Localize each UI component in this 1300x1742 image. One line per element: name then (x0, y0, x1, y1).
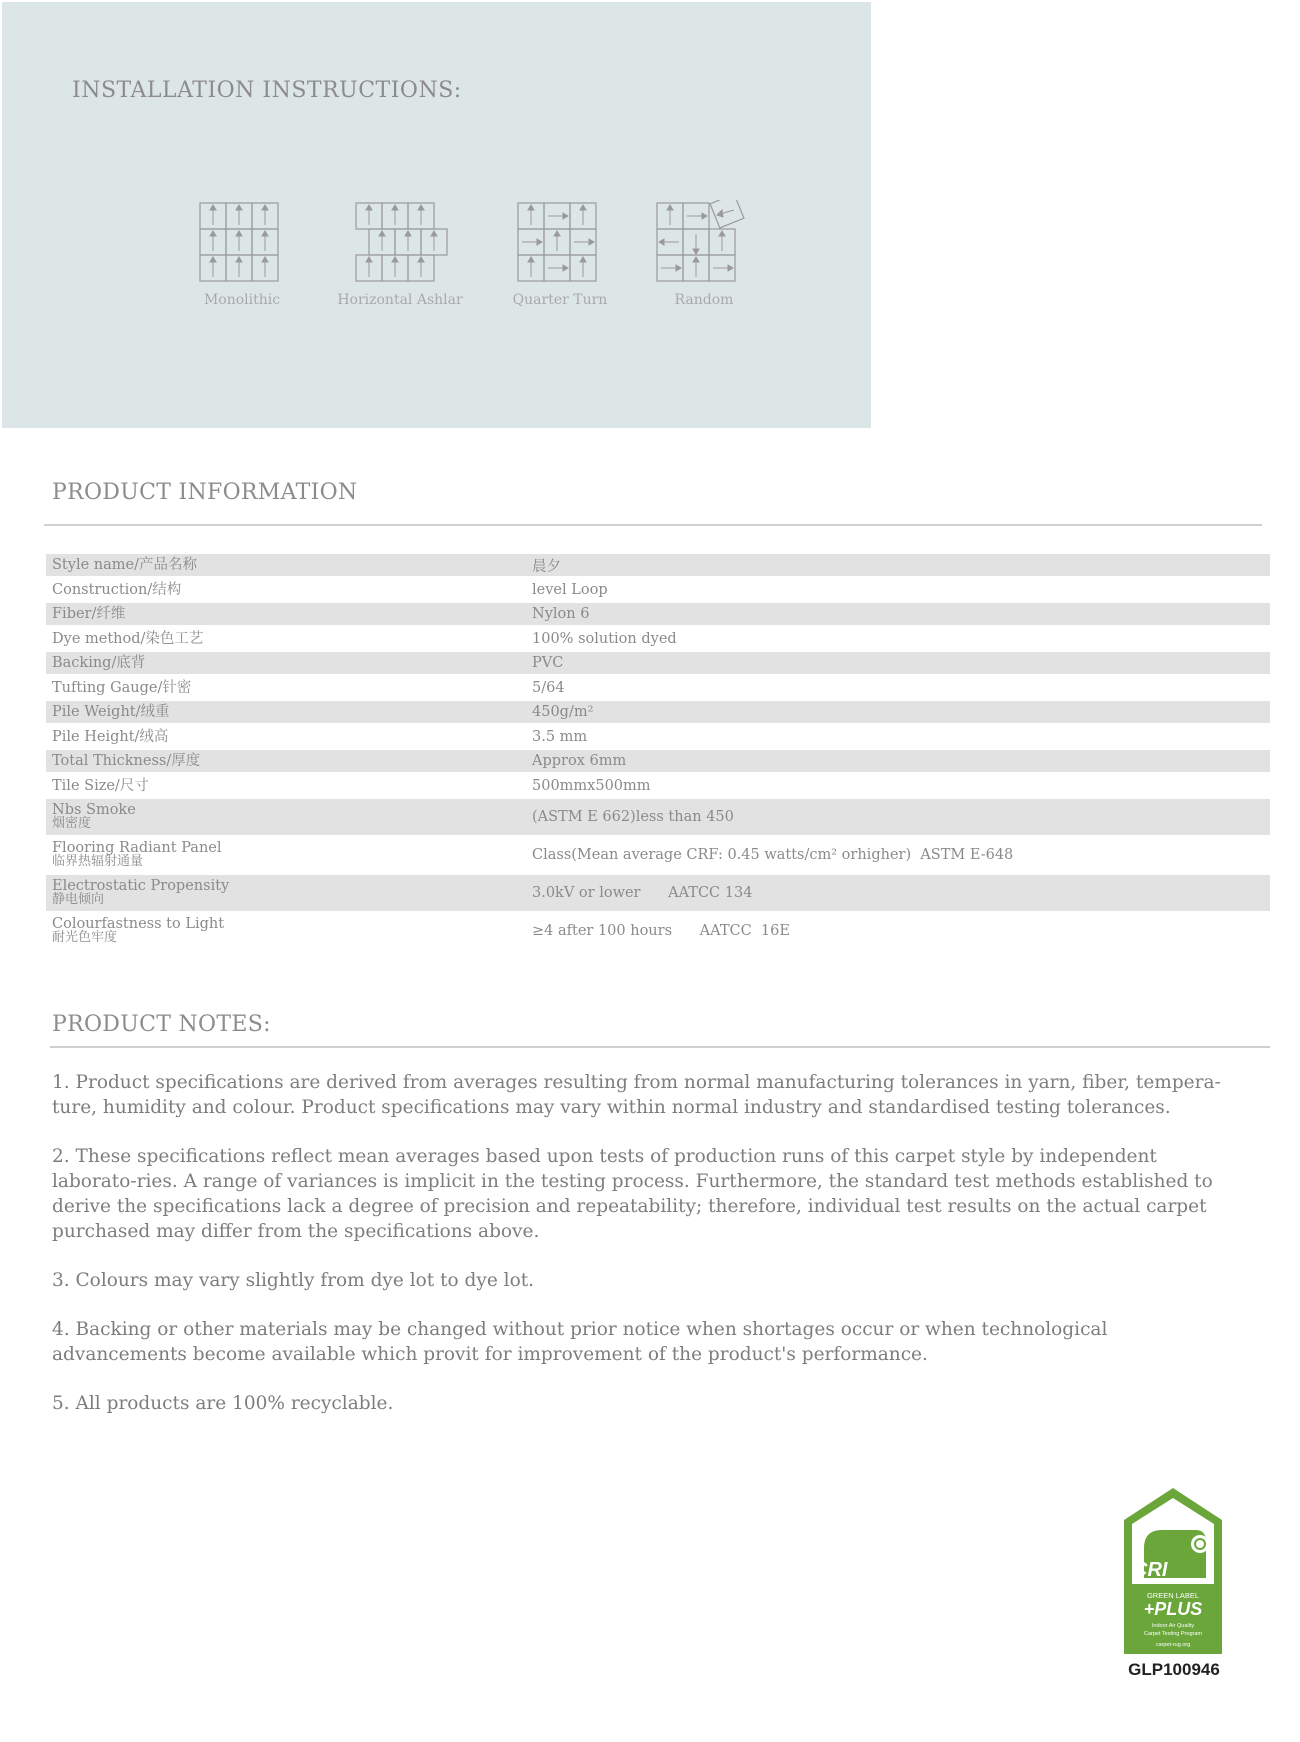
monolithic-diagram-icon (197, 200, 287, 286)
product-notes-list (52, 1070, 1247, 1440)
note-item: 3. Colours may vary slightly from dye lot to dye lot. (52, 1270, 535, 1291)
spec-value: Nylon 6 (532, 606, 590, 622)
spec-label (46, 772, 526, 799)
spec-label (46, 625, 526, 652)
carpet-rug-url-text: carpet-rug.org (1155, 1642, 1191, 1648)
indoor-air-quality-text: Indoor Air Quality (1151, 1623, 1195, 1629)
spec-label-chinese: 静电倾向 (52, 892, 105, 907)
spec-label (46, 652, 526, 674)
spec-label (46, 799, 526, 835)
pattern-label: Monolithic (203, 292, 281, 308)
spec-label-text: Pile Height/绒高 (52, 728, 169, 745)
green-label-text: GREEN LABEL (1146, 1591, 1200, 1600)
spec-value: 5/64 (532, 679, 565, 696)
spec-label-text: Style name/产品名称 (52, 557, 197, 573)
pattern-quarter-turn (480, 200, 640, 308)
product-notes-divider (50, 1046, 1270, 1048)
product-information-divider (44, 524, 1262, 526)
pattern-label: Quarter Turn (512, 292, 608, 308)
spec-label (46, 603, 526, 625)
spec-label (46, 835, 526, 875)
spec-label (46, 576, 526, 603)
pattern-label: Horizontal Ashlar (337, 292, 463, 308)
note-item: 2. These specifications reflect mean averages based upon tests of production runs of this carpet style by independent laborato-ries. A range of variances is implicit in the testing process. Furthermore, the standard test methods established to derive the specifications lack a degree of precision and repeatability; therefore, individual test results on the actual carpet purchased may differ from the specifications above. (52, 1146, 1213, 1242)
spec-value: ≥4 after 100 hours AATCC 16E (532, 923, 790, 939)
certification-code: GLP100946 (1128, 1660, 1220, 1679)
pattern-random (624, 200, 784, 308)
spec-label-text: Dye method/染色工艺 (52, 630, 204, 647)
spec-row (46, 835, 1270, 875)
cri-green-label-plus-badge (1122, 1486, 1224, 1660)
product-notes-title: PRODUCT NOTES: (52, 1012, 271, 1037)
spec-value: 3.5 mm (532, 728, 588, 745)
cri-logo-text: CRI (1133, 1559, 1168, 1581)
pattern-monolithic (162, 200, 322, 308)
installation-panel (2, 2, 871, 428)
spec-label (46, 674, 526, 701)
spec-value: 500mmx500mm (532, 777, 651, 794)
spec-row (46, 652, 1270, 674)
quarter-turn-diagram-icon (515, 200, 605, 286)
spec-label-text: Pile Weight/绒重 (52, 704, 170, 720)
spec-label (46, 723, 526, 750)
product-information-title: PRODUCT INFORMATION (52, 480, 358, 505)
spec-row (46, 772, 1270, 799)
horizontal-ashlar-diagram-icon (348, 200, 452, 286)
spec-row (46, 576, 1270, 603)
spec-row (46, 875, 1270, 911)
spec-row (46, 554, 1270, 576)
spec-label-chinese: 临界热辐射通量 (52, 854, 144, 869)
spec-label (46, 875, 526, 911)
spec-row (46, 799, 1270, 835)
spec-value: (ASTM E 662)less than 450 (532, 809, 734, 825)
spec-label-text: Electrostatic Propensity (52, 878, 230, 894)
spec-label-text: Fiber/纤维 (52, 606, 126, 622)
spec-label-text: Total Thickness/厚度 (52, 753, 201, 769)
note-item: 1. Product specifications are derived from averages resulting from normal manufacturing tolerances in yarn, fiber, tempera-ture, humidity and colour. Product specifications may vary within normal industry and standardised testing tolerances. (52, 1072, 1221, 1118)
note-item: 4. Backing or other materials may be changed without prior notice when shortages occur or when technological advancements become available which provit for improvement of the product's performance. (52, 1319, 1108, 1365)
spec-label-text: Tile Size/尺寸 (52, 777, 149, 794)
spec-row (46, 603, 1270, 625)
note-item: 5. All products are 100% recyclable. (52, 1393, 394, 1414)
spec-row (46, 701, 1270, 723)
spec-value: 晨夕 (532, 558, 561, 575)
cri-house-logo-icon (1122, 1486, 1224, 1656)
product-information-table (46, 554, 1270, 951)
spec-row (46, 674, 1270, 701)
pattern-horizontal-ashlar (320, 200, 480, 308)
spec-label-chinese: 耐光色牢度 (52, 930, 118, 945)
spec-value: PVC (532, 655, 564, 671)
spec-value: 450g/m² (532, 704, 594, 720)
spec-label (46, 750, 526, 772)
plus-text: +PLUS (1143, 1599, 1203, 1619)
spec-row (46, 911, 1270, 951)
spec-label (46, 701, 526, 723)
spec-value: 100% solution dyed (532, 630, 677, 647)
random-diagram-icon (654, 200, 754, 286)
spec-label-text: Construction/结构 (52, 581, 182, 598)
spec-label-text: Tufting Gauge/针密 (52, 679, 192, 696)
spec-value: Approx 6mm (532, 753, 627, 769)
spec-value: level Loop (532, 581, 608, 598)
spec-label-chinese: 烟密度 (52, 816, 92, 831)
spec-label-text: Colourfastness to Light (52, 916, 225, 932)
spec-row (46, 750, 1270, 772)
installation-title: INSTALLATION INSTRUCTIONS: (72, 78, 462, 103)
spec-label (46, 554, 526, 576)
carpet-testing-text: Carpet Testing Program (1144, 1631, 1202, 1637)
spec-label-text: Nbs Smoke (52, 802, 136, 818)
spec-label (46, 911, 526, 951)
spec-label-text: Backing/底背 (52, 655, 146, 671)
spec-row (46, 625, 1270, 652)
pattern-label: Random (674, 292, 734, 308)
spec-value: Class(Mean average CRF: 0.45 watts/cm² orhigher) ASTM E-648 (532, 847, 1014, 863)
spec-row (46, 723, 1270, 750)
spec-label-text: Flooring Radiant Panel (52, 840, 222, 856)
spec-value: 3.0kV or lower AATCC 134 (532, 885, 753, 901)
